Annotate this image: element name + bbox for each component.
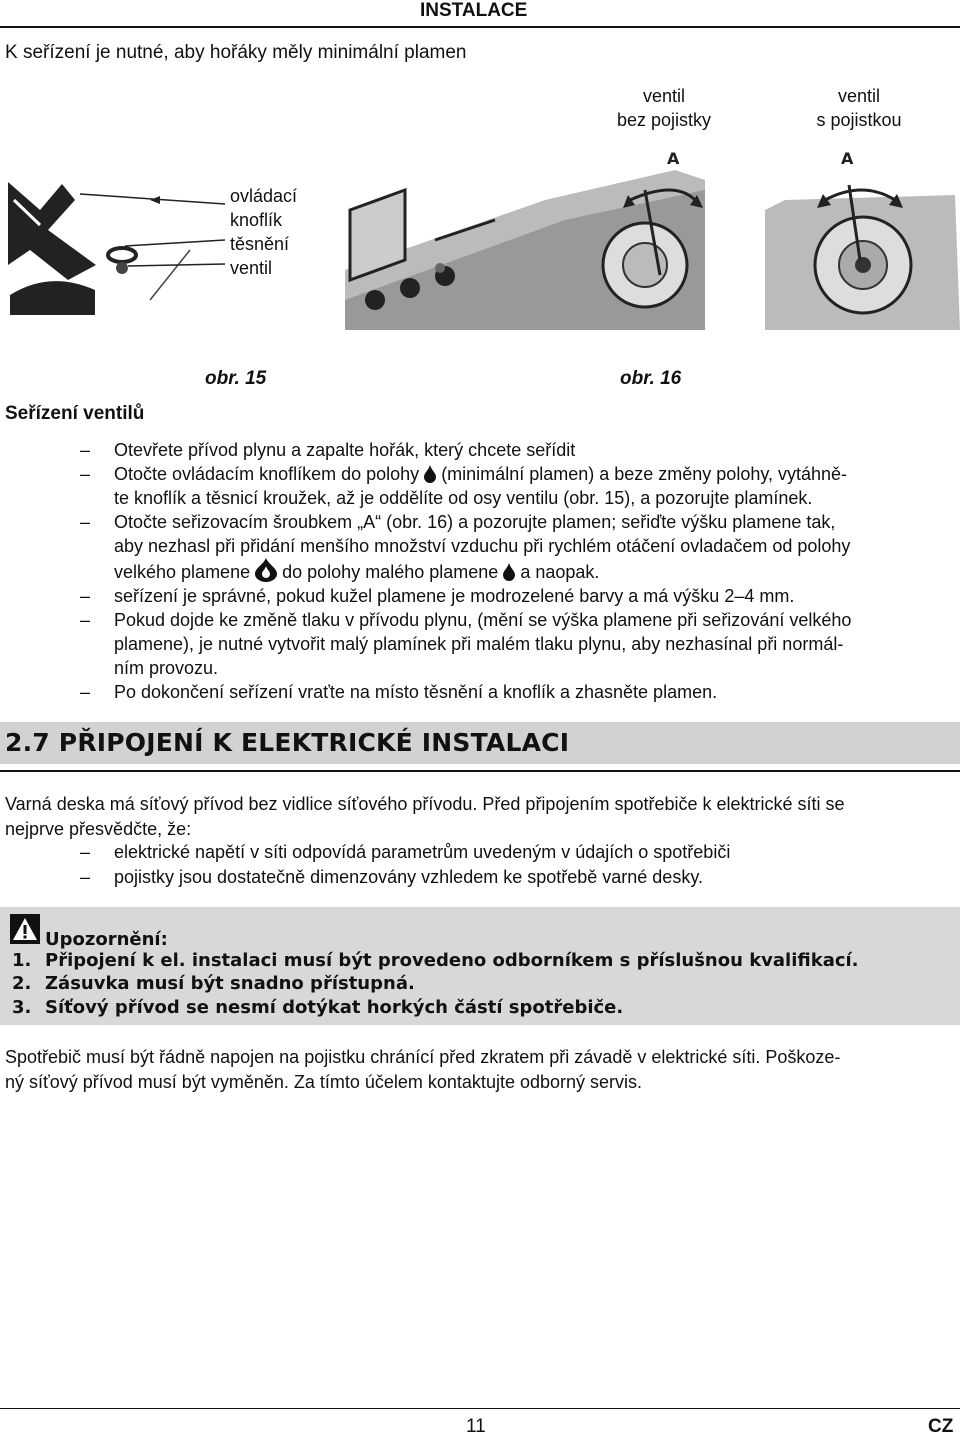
screw-marker-a-2: A bbox=[841, 150, 854, 168]
valve-label-with-safety: ventil s pojistkou bbox=[816, 86, 902, 130]
list-item: – Otočte seřizovacím šroubkem „A“ (obr. 16) a pozorujte plamen; seřiďte výšku plamene tak, aby nezhasl při přidání menšího množství vzduchu při rychlém otáčení ovladačem od polohy velkého plamene do polohy malého plamene a naopak. bbox=[80, 512, 851, 582]
list-item: – Po dokončení seřízení vraťte na místo těsnění a knoflík a zhasněte plamen. bbox=[80, 682, 718, 702]
warning-title: Upozornění: bbox=[45, 929, 168, 950]
figure-16-caption: obr. 16 bbox=[620, 368, 682, 389]
warning-triangle-icon bbox=[10, 914, 40, 944]
footer-rule bbox=[0, 1408, 960, 1409]
large-flame-icon bbox=[255, 558, 277, 582]
closing-paragraph: Spotřebič musí být řádně napojen na pojistku chránící před zkratem při závadě v elektrické síti. Poškoze- ný síťový přívod musí být vyměněn. Za tímto účelem kontaktujte odborný servis. bbox=[5, 1047, 841, 1092]
screw-marker-a: A bbox=[667, 150, 680, 168]
warning-item: 1. Připojení k el. instalaci musí být provedeno odborníkem s příslušnou kvalifikací. bbox=[12, 950, 859, 971]
page-header-title: INSTALACE bbox=[420, 0, 528, 21]
list-item: – elektrické napětí v síti odpovídá parametrům uvedeným v údajích o spotřebiči bbox=[80, 842, 731, 862]
list-item: – Otevřete přívod plynu a zapalte hořák, který chcete seřídit bbox=[80, 440, 576, 460]
intro-text: K seřízení je nutné, aby hořáky měly minimální plamen bbox=[5, 42, 467, 63]
electrical-checklist bbox=[80, 840, 960, 890]
figure-16-valve-without-safety bbox=[345, 150, 755, 335]
electrical-intro-paragraph: Varná deska má síťový přívod bez vidlice síťového přívodu. Před připojením spotřebiče k elektrické síti se nejprve přesvědčte, že: bbox=[5, 794, 845, 839]
warning-item: 2. Zásuvka musí být snadno přístupná. bbox=[12, 973, 415, 994]
figure-15-labels: ovládací knoflík těsnění ventil bbox=[230, 186, 298, 278]
figure-15-knob-illustration bbox=[0, 170, 230, 320]
small-flame-icon bbox=[424, 465, 436, 483]
list-item: – pojistky jsou dostatečně dimenzovány vzhledem ke spotřebě varné desky. bbox=[80, 867, 703, 887]
list-item: – seřízení je správné, pokud kužel plamene je modrozelené barvy a má výšku 2–4 mm. bbox=[80, 586, 795, 606]
section-rule bbox=[0, 770, 960, 772]
list-item: – Pokud dojde ke změně tlaku v přívodu plynu, (mění se výška plamene při seřizování velkého plamene), je nutné vytvořit malý plamínek při malém tlaku plynu, aby nezhasínal při normál- ním provozu. bbox=[80, 610, 852, 678]
header-rule bbox=[0, 26, 960, 28]
list-item: – Otočte ovládacím knoflíkem do polohy (minimální plamen) a beze změny polohy, vytáhně- te knoflík a těsnicí kroužek, až je oddělíte od osy ventilu (obr. 15), a pozorujte plamínek. bbox=[80, 464, 848, 508]
figure-15-caption: obr. 15 bbox=[205, 368, 267, 389]
language-code: CZ bbox=[928, 1416, 954, 1437]
figure-16-valve-with-safety bbox=[765, 150, 960, 335]
section-heading-valve-adjustment: Seřízení ventilů bbox=[5, 403, 145, 424]
page-number: 11 bbox=[466, 1416, 486, 1437]
valve-label-without-safety: ventil bez pojistky bbox=[616, 86, 712, 130]
section-title-electrical: 2.7 PŘIPOJENÍ K ELEKTRICKÉ INSTALACI bbox=[5, 728, 570, 757]
small-flame-icon-2 bbox=[503, 563, 515, 581]
warning-item: 3. Síťový přívod se nesmí dotýkat horkých částí spotřebiče. bbox=[12, 997, 624, 1018]
adjustment-steps-list bbox=[80, 438, 960, 704]
